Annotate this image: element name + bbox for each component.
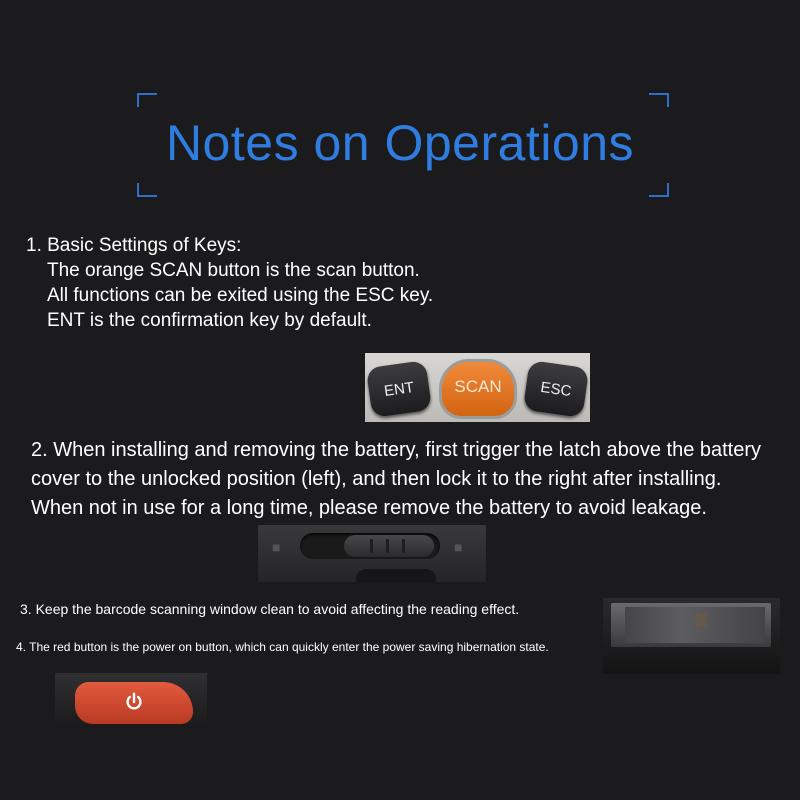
keypad-photo bbox=[365, 353, 590, 422]
lock-mark-icon: ■ bbox=[454, 539, 463, 555]
title-frame-corner-top-left bbox=[137, 93, 157, 107]
power-icon bbox=[123, 691, 145, 713]
scan-key: SCAN bbox=[439, 359, 517, 419]
unlock-mark-icon: ■ bbox=[272, 539, 281, 555]
key-settings-line-scan: The orange SCAN button is the scan button. bbox=[47, 260, 420, 281]
scan-window-sensor bbox=[695, 613, 707, 627]
section-key-settings-heading: 1. Basic Settings of Keys: bbox=[26, 235, 242, 256]
scan-window-glass bbox=[611, 603, 771, 647]
battery-cover-edge bbox=[356, 569, 436, 582]
section-scan-window: 3. Keep the barcode scanning window clean to avoid affecting the reading effect. bbox=[20, 601, 520, 617]
key-settings-line-ent: ENT is the confirmation key by default. bbox=[47, 310, 372, 331]
page-title: Notes on Operations bbox=[165, 115, 635, 171]
latch-rib bbox=[370, 539, 373, 553]
power-button-photo bbox=[55, 673, 207, 728]
scan-window-photo bbox=[603, 598, 780, 674]
latch-slider bbox=[344, 535, 434, 557]
battery-latch-photo bbox=[258, 525, 486, 582]
title-frame-corner-bottom-right bbox=[649, 183, 669, 197]
power-key bbox=[75, 682, 193, 724]
ent-key: ENT bbox=[366, 360, 432, 418]
title-frame-corner-top-right bbox=[649, 93, 669, 107]
key-settings-line-esc: All functions can be exited using the ESC key. bbox=[47, 285, 434, 306]
section-battery: 2. When installing and removing the battery, first trigger the latch above the battery cover to the unlocked position (left), and then lock it to the right after installing. When not in use for a long time, please remove the battery to avoid leakage. bbox=[31, 439, 762, 519]
latch-rib bbox=[386, 539, 389, 553]
title-frame-corner-bottom-left bbox=[137, 183, 157, 197]
section-power-button: 4. The red button is the power on button, which can quickly enter the power saving hibernation state. bbox=[16, 640, 549, 654]
section-key-settings bbox=[26, 233, 433, 333]
latch-rib bbox=[402, 539, 405, 553]
esc-key: ESC bbox=[523, 360, 589, 418]
